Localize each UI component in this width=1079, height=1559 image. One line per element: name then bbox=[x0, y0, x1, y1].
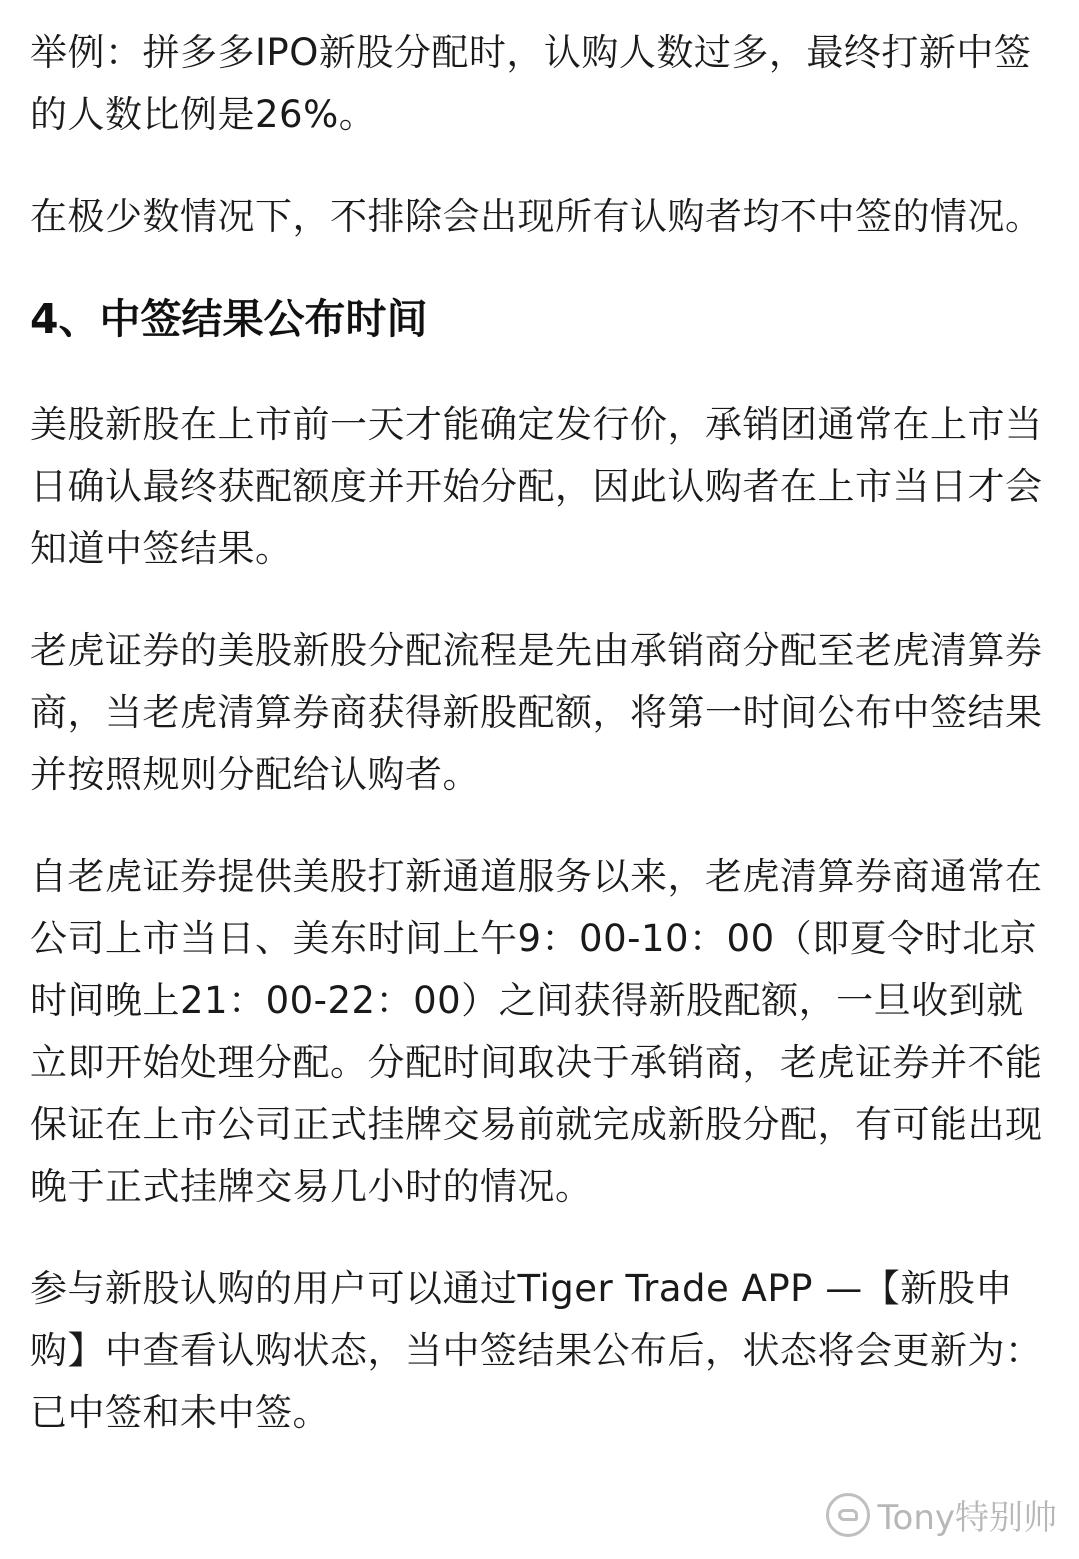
section-heading: 4、中签结果公布时间 bbox=[30, 295, 428, 343]
paragraph-rare-case: 在极少数情况下，不排除会出现所有认购者均不中签的情况。 bbox=[30, 195, 1043, 238]
paragraph-example: 举例：拼多多IPO新股分配时，认购人数过多，最终打新中签的人数比例是26%。 bbox=[30, 31, 1032, 136]
paragraph-listing-day: 美股新股在上市前一天才能确定发行价，承销团通常在上市当日确认最终获配额度并开始分配，因此认购者在上市当日才会知道中签结果。 bbox=[30, 403, 1043, 570]
article-body bbox=[30, 22, 1050, 1484]
chat-bubble-icon bbox=[826, 1493, 870, 1537]
paragraph-app-status: 参与新股认购的用户可以通过Tiger Trade APP —【新股申购】中查看认购状态，当中签结果公布后，状态将会更新为：已中签和未中签。 bbox=[30, 1267, 1043, 1434]
paragraph-allocation-flow: 老虎证券的美股新股分配流程是先由承销商分配至老虎清算券商，当老虎清算券商获得新股配额，将第一时间公布中签结果并按照规则分配给认购者。 bbox=[30, 629, 1043, 796]
watermark-text: Tony特别帅 bbox=[877, 1498, 1057, 1538]
watermark bbox=[826, 1490, 1057, 1539]
paragraph-allocation-time: 自老虎证券提供美股打新通道服务以来，老虎清算券商通常在公司上市当日、美东时间上午9：00-10：00（即夏令时北京时间晚上21：00-22：00）之间获得新股配额，一旦收到就立即开始处理分配。分配时间取决于承销商，老虎证券并不能保证在上市公司正式挂牌交易前就完成新股分配，有可能出现晚于正式挂牌交易几小时的情况。 bbox=[30, 855, 1043, 1208]
